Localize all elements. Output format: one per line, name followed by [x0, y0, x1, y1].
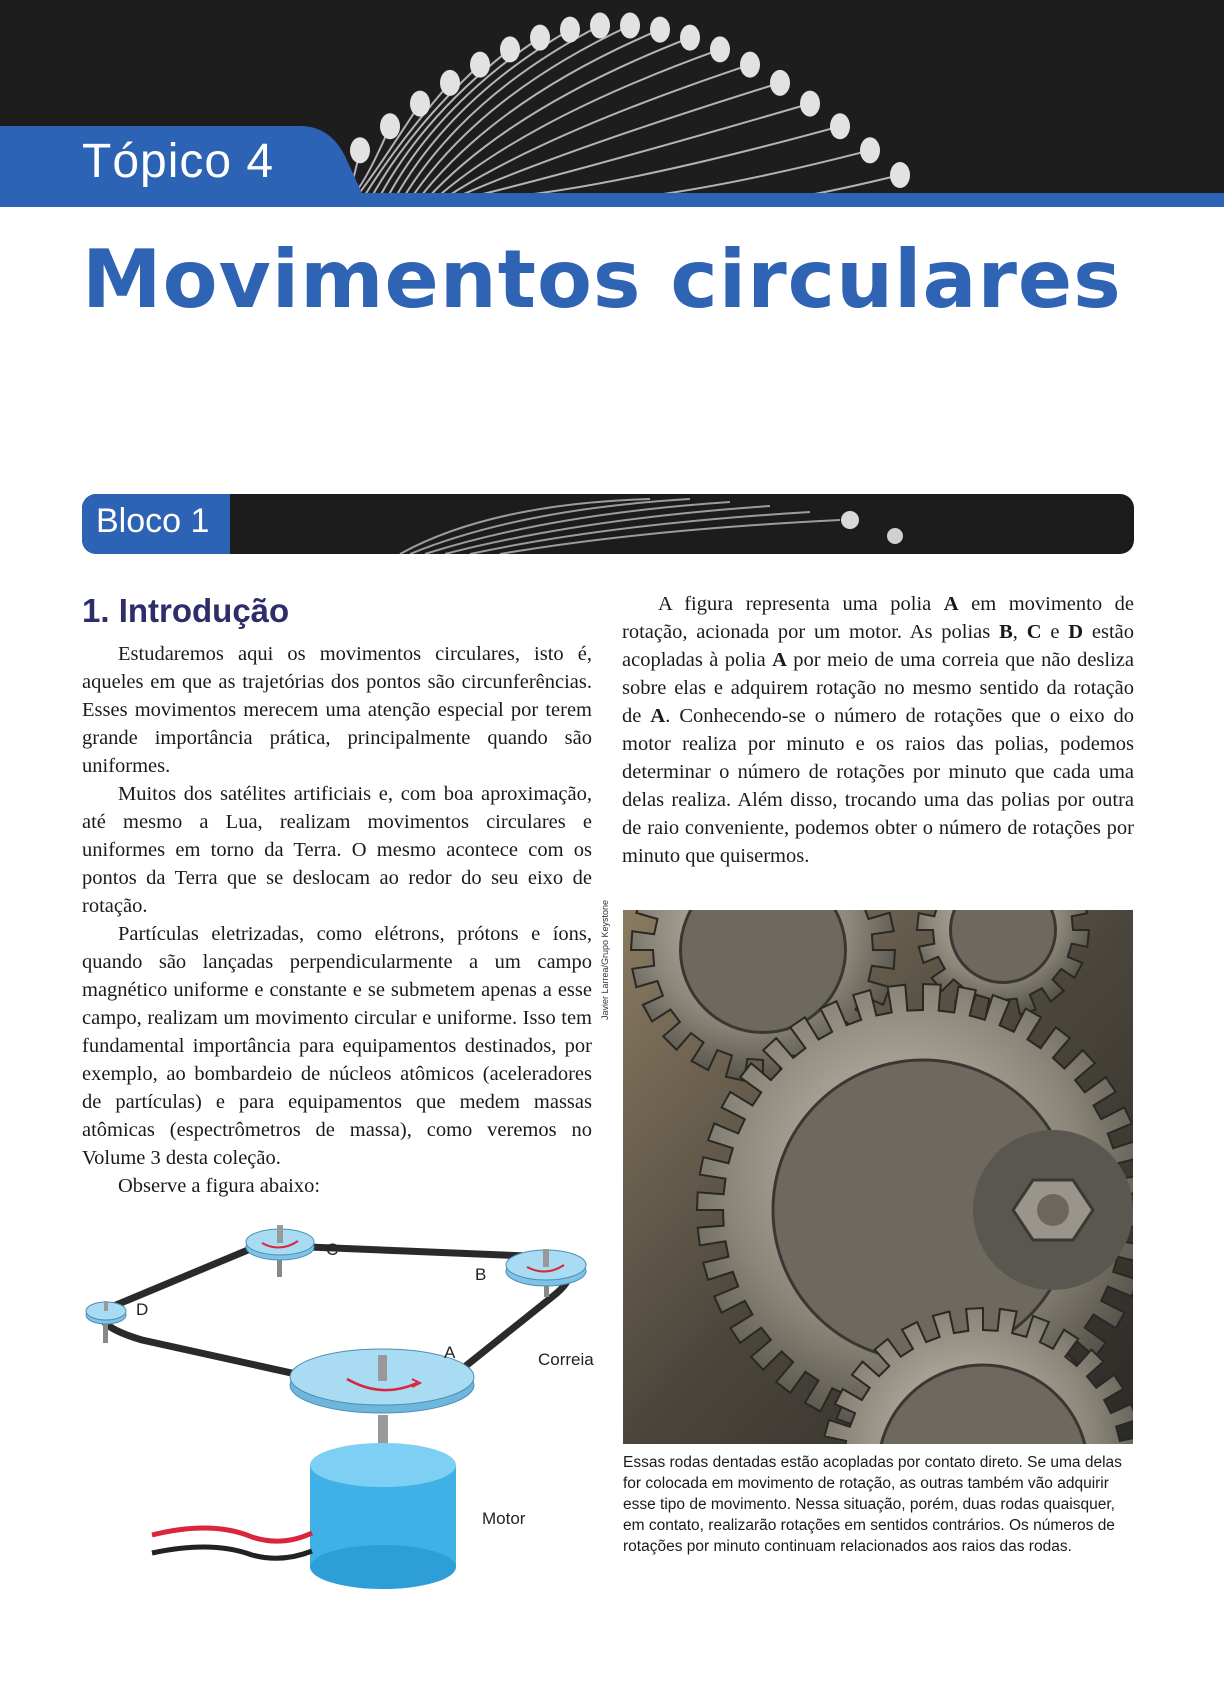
paragraph: Observe a figura abaixo:: [118, 1175, 321, 1197]
paragraph: Estudaremos aqui os movimentos circulares, isto é, aqueles em que as trajetórias dos pontos são circunferências. Esses movimentos merecem uma atenção especial por terem grande importância prática, principalmente quando são uniformes.: [82, 643, 592, 777]
label-a: A: [444, 1343, 456, 1362]
photo-caption: Essas rodas dentadas estão acopladas por contato direto. Se uma delas for colocada em movimento de rotação, as outras também vão adquirir esse tipo de movimento. Nessa situação, porém, duas rodas quaisquer, em contato, realizarão rotações em sentidos contrários. Os números de rotações por minuto continuam relacionados aos raios das rodas.: [623, 1454, 1122, 1555]
label-motor: Motor: [482, 1509, 526, 1528]
block-strobe-art: [230, 494, 1134, 554]
label-belt: Correia: [538, 1350, 594, 1369]
right-column: [622, 590, 1134, 870]
paragraph: Partículas eletrizadas, como elétrons, prótons e íons, quando são lançadas perpendicularmente a um campo magnético uniforme e constante e se submetem apenas a esse campo, realizam um movimento circular e uniforme. Isso tem fundamental importância para equipamentos destinados, por exemplo, ao bombardeio de núcleos atômicos (aceleradores de partículas) e para equipamentos que medem massas atômicas (espectrômetros de massa), como veremos no Volume 3 desta coleção.: [82, 923, 592, 1169]
label-b: B: [475, 1265, 487, 1284]
section-heading: 1. Introdução: [82, 592, 290, 629]
left-column: [82, 640, 592, 1200]
motor: [152, 1415, 456, 1589]
photo-credit: Javier Larrea/Grupo Keystone: [600, 899, 610, 1020]
paragraph: A figura representa uma polia A em movimento de rotação, acionada por um motor. As polias B, C e D estão acopladas à polia A por meio de uma correia que não desliza sobre elas e adquirem rotação no mesmo sentido da rotação de A. Conhecendo-se o número de rotações que o eixo do motor realiza por minuto e os raios das polias, podemos determinar o número de rotações por minuto que cada uma delas realiza. Além disso, trocando uma das polias por outra de raio conveniente, podemos obter o número de rotações por minuto que quisermos.: [622, 593, 1134, 867]
block-bar: [82, 494, 1134, 554]
pulley-d: [86, 1301, 126, 1343]
pulley-diagram: [82, 1215, 602, 1605]
pulley-figure: [82, 1215, 602, 1605]
label-c: C: [326, 1240, 339, 1259]
page-title: Movimentos circulares: [82, 233, 1122, 326]
topic-number: Tópico 4: [82, 135, 275, 188]
gears-illustration: [623, 910, 1133, 1444]
pulley-b: [506, 1249, 586, 1297]
label-d: D: [136, 1300, 149, 1319]
pulley-c: [246, 1225, 314, 1277]
gears-photo: [623, 910, 1133, 1444]
block-label: Bloco 1: [96, 502, 210, 540]
block-tab: [82, 494, 230, 554]
paragraph: Muitos dos satélites artificiais e, com boa aproximação, até mesmo a Lua, realizam movimentos circulares e uniformes em torno da Terra. O mesmo acontece com os pontos da Terra que se deslocam ao redor do seu eixo de rotação.: [82, 783, 592, 917]
